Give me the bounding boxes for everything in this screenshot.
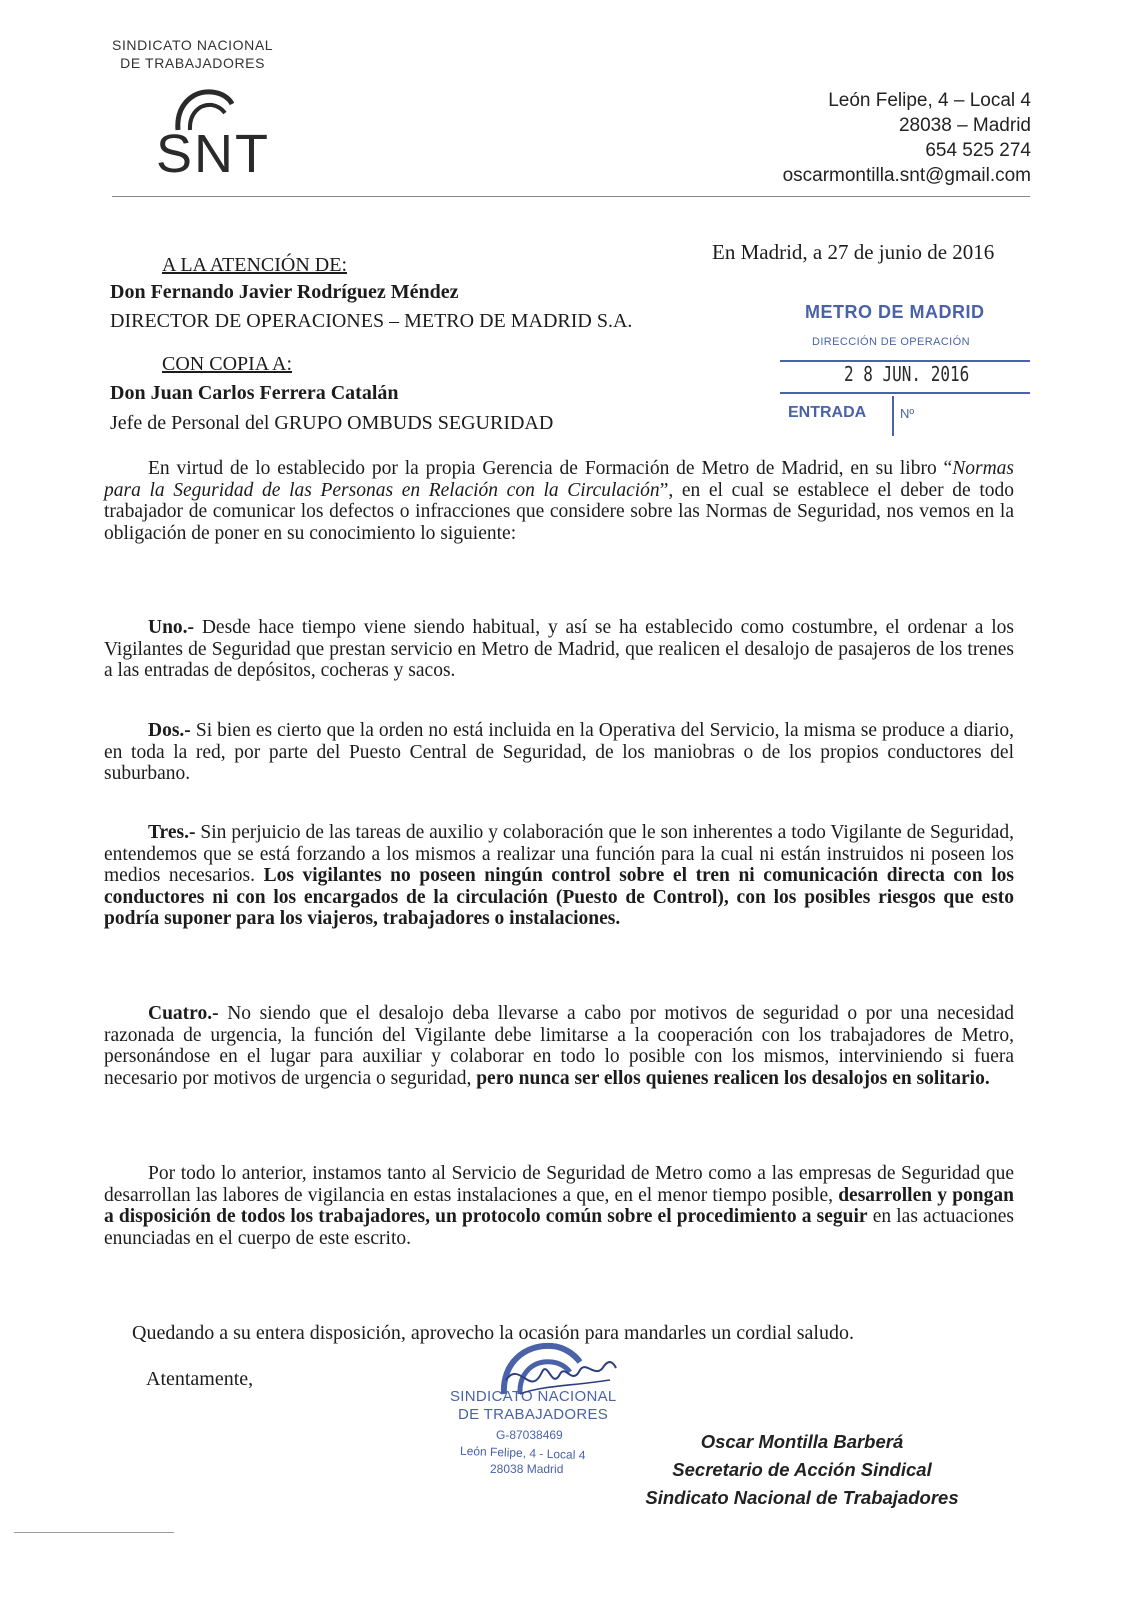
union-stamp-line2: DE TRABAJADORES (458, 1406, 609, 1423)
paragraph-one (104, 617, 1014, 682)
phone-number: 654 525 274 (925, 140, 1031, 161)
paragraph-two (104, 720, 1014, 785)
address-line2: 28038 – Madrid (898, 115, 1031, 136)
intro-text-b: ”, en el cual se establece el deber de todo trabajador de comunicar los defectos o infracciones que considere sobre las Normas de Seguridad, nos vemos en la obligación de poner en su conocimiento lo siguiente: (104, 479, 1014, 544)
email-address: oscarmontilla.snt@gmail.com (782, 165, 1031, 186)
paragraph-five-text-a: Por todo lo anterior, instamos tanto al Servicio de Seguridad de Metro como a las empresas de Seguridad que desarrollan las labores de vigilancia en estas instalaciones a que, en el menor tiempo posible, (104, 1163, 1014, 1206)
addressee-role: DIRECTOR DE OPERACIONES – METRO DE MADRID S.A. (110, 310, 633, 332)
closing-line: Quedando a su entera disposición, aprovecho la ocasión para mandarles un cordial saludo. (132, 1322, 854, 1344)
contact-block (783, 88, 1031, 188)
attention-label: A LA ATENCIÓN DE: (162, 254, 347, 276)
header-divider (112, 196, 1030, 197)
signer-title: Secretario de Acción Sindical (672, 1459, 932, 1480)
copy-to-role: Jefe de Personal del GRUPO OMBUDS SEGURIDAD (110, 412, 554, 434)
stamp-entry-label: ENTRADA (788, 404, 867, 421)
paragraph-one-text: Desde hace tiempo viene siendo habitual, y así se ha establecido como costumbre, el ordenar a los Vigilantes de Seguridad que prestan servicio en Metro de Madrid, que realicen el desalojo de pasajeros de los trenes a las entradas de depósitos, cocheras y sacos. (104, 617, 1014, 681)
paragraph-four-bold: pero nunca ser ellos quienes realicen los desalojos en solitario. (476, 1067, 990, 1089)
union-stamp-cif: G-87038469 (496, 1428, 563, 1442)
book-title: Normas para la Seguridad de las Personas en Relación con la Circulación (104, 458, 1014, 501)
intro-paragraph (104, 458, 1014, 544)
paragraph-one-label: Uno.- (148, 617, 195, 638)
stamp-title: METRO DE MADRID (805, 302, 985, 322)
addressee-name: Don Fernando Javier Rodríguez Méndez (110, 281, 459, 303)
paragraph-three-text: Sin perjuicio de las tareas de auxilio y colaboración que le son inherentes a todo Vigilante de Seguridad, entendemos que se está forzando a los mismos a realizar una función para la cual ni están instruidos ni poseen los medios necesarios. (104, 822, 1014, 886)
paragraph-three-bold: Los vigilantes no poseen ningún control sobre el tren ni comunicación directa con los conductores ni con los encargados de la circulación (Puesto de Control), con los posibles riesgos que esto podría suponer para los viajeros, trabajadores o instalaciones. (104, 865, 1014, 929)
stamp-divider (892, 396, 894, 436)
signer-organization: Sindicato Nacional de Trabajadores (645, 1487, 959, 1508)
stamp-date: 2 8 JUN. 2016 (844, 362, 970, 386)
paragraph-four-text: No siendo que el desalojo deba llevarse a cabo por motivos de seguridad o por una necesidad razonada de urgencia, la función del Vigilante debe limitarse a la cooperación con los trabajadores de Metro, personándose en el lugar para auxiliar y colaborar en todo lo posible con los mismos, interviniendo si fuera necesario por motivos de urgencia o seguridad, (104, 1003, 1014, 1089)
received-stamp (780, 296, 1030, 446)
logo-acronym: SNT (156, 124, 270, 184)
org-name (112, 36, 273, 72)
stamp-number-label: Nº (900, 406, 915, 421)
paragraph-two-text: Si bien es cierto que la orden no está incluida en la Operativa del Servicio, la misma se produce a diario, en toda la red, por parte del Puesto Central de Seguridad, de los maniobras o de los propios conductores del suburbano. (104, 720, 1014, 784)
paragraph-three-label: Tres.- (148, 822, 196, 843)
org-name-line2: DE TRABAJADORES (120, 55, 266, 71)
org-name-line1: SINDICATO NACIONAL (112, 37, 274, 53)
union-stamp-address: León Felipe, 4 - Local 4 (459, 1443, 586, 1463)
paragraph-four-label: Cuatro.- (148, 1003, 219, 1024)
sign-off: Atentamente, (146, 1368, 254, 1390)
stamp-department: DIRECCIÓN DE OPERACIÓN (812, 336, 970, 348)
copy-to-label: CON COPIA A: (162, 353, 293, 375)
paragraph-two-label: Dos.- (148, 720, 191, 741)
copy-to-name: Don Juan Carlos Ferrera Catalán (110, 382, 399, 404)
footer-divider (14, 1532, 174, 1533)
letter-date: En Madrid, a 27 de junio de 2016 (712, 240, 995, 264)
union-stamp-city: 28038 Madrid (490, 1462, 564, 1476)
paragraph-five (104, 1163, 1014, 1249)
paragraph-four (104, 1003, 1014, 1089)
stamp-rule-bottom (780, 392, 1030, 394)
paragraph-three (104, 822, 1014, 930)
paragraph-five-text-b: en las actuaciones enunciadas en el cuerpo de este escrito. (104, 1206, 1015, 1249)
handwritten-signature (500, 1350, 620, 1410)
address-line1: León Felipe, 4 – Local 4 (828, 90, 1031, 111)
signer-name: Oscar Montilla Barberá (700, 1431, 904, 1452)
union-stamp-line1: SINDICATO NACIONAL (450, 1388, 617, 1405)
intro-text-a: En virtud de lo establecido por la propia Gerencia de Formación de Metro de Madrid, en su libro “ (148, 458, 953, 479)
signer-block (632, 1428, 972, 1512)
paragraph-five-bold: desarrollen y pongan a disposición de todos los trabajadores, un protocolo común sobre el procedimiento a seguir (104, 1184, 1014, 1227)
